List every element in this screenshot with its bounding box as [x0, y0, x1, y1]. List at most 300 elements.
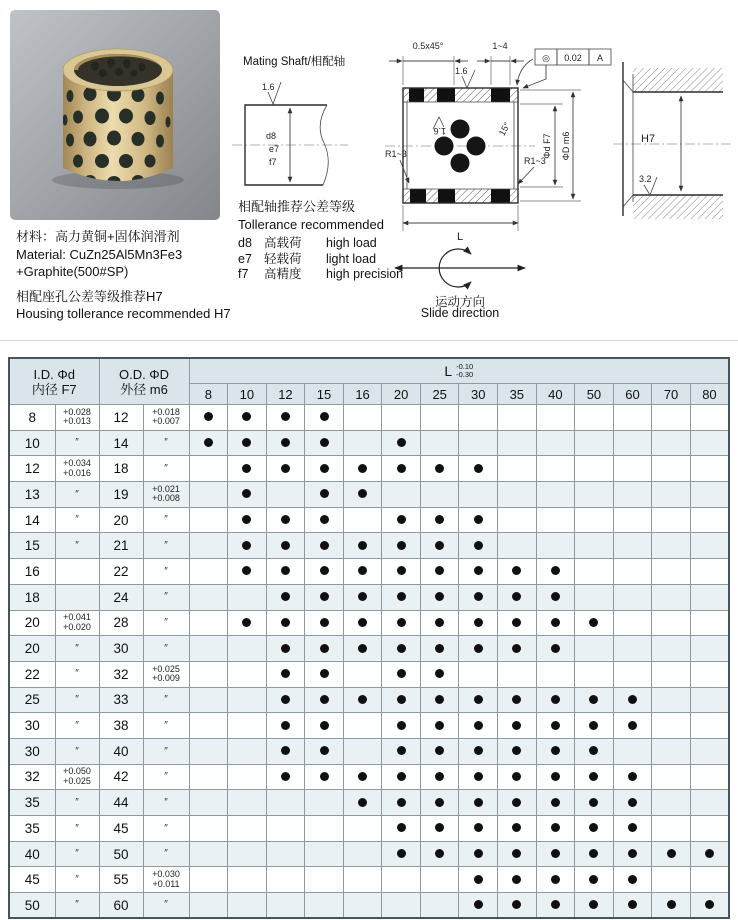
bore-finish-label: 1.6 — [433, 126, 446, 136]
availability-dot — [667, 849, 676, 858]
ditto-mark: ″ — [164, 694, 168, 706]
tolerance-line: +0.025 — [152, 663, 180, 674]
availability-dot — [474, 823, 483, 832]
availability-cell — [189, 482, 228, 508]
tolerance-line: +0.011 — [152, 878, 180, 889]
availability-cell — [536, 790, 575, 816]
availability-cell — [575, 405, 614, 431]
od-tolerance-cell — [143, 661, 189, 687]
material-block — [16, 228, 231, 323]
availability-dot — [705, 900, 714, 909]
availability-dot — [397, 669, 406, 678]
size-row — [9, 661, 729, 687]
availability-cell — [228, 482, 267, 508]
id-tolerance-cell — [55, 584, 99, 610]
availability-cell — [266, 610, 305, 636]
availability-dot — [512, 746, 521, 755]
ditto-mark: ″ — [164, 745, 168, 757]
availability-cell — [498, 533, 537, 559]
availability-cell — [305, 841, 344, 867]
id-tolerance-cell — [55, 405, 99, 431]
availability-cell — [652, 507, 691, 533]
availability-dot — [281, 695, 290, 704]
availability-cell — [266, 456, 305, 482]
availability-cell — [382, 841, 421, 867]
availability-cell — [305, 867, 344, 893]
housing-tolerance-en: Housing tollerance recommended H7 — [16, 306, 231, 321]
availability-cell — [652, 661, 691, 687]
availability-cell — [228, 507, 267, 533]
availability-dot — [281, 669, 290, 678]
availability-dot — [628, 823, 637, 832]
availability-dot — [358, 772, 367, 781]
availability-dot — [397, 644, 406, 653]
availability-cell — [652, 713, 691, 739]
size-table-body — [9, 405, 729, 919]
id-tolerance-cell — [55, 790, 99, 816]
availability-cell — [305, 764, 344, 790]
availability-cell — [536, 816, 575, 842]
availability-cell — [189, 559, 228, 585]
availability-cell — [613, 893, 652, 919]
ditto-mark: ″ — [164, 642, 168, 654]
availability-cell — [305, 687, 344, 713]
ditto-mark: ″ — [164, 437, 168, 449]
availability-cell — [613, 661, 652, 687]
mating-shaft-title: Mating Shaft/相配轴 — [243, 56, 346, 68]
ditto-mark: ″ — [164, 617, 168, 629]
size-row — [9, 687, 729, 713]
availability-dot — [512, 823, 521, 832]
availability-dot — [435, 592, 444, 601]
id-tolerance-cell — [55, 533, 99, 559]
availability-cell — [420, 738, 459, 764]
od-tolerance-cell — [143, 687, 189, 713]
id-cell: 15 — [9, 533, 55, 559]
availability-cell — [613, 559, 652, 585]
id-cell: 35 — [9, 816, 55, 842]
tolerance-line: +0.016 — [63, 467, 91, 478]
housing-drawing — [613, 56, 736, 226]
length-header-cell: 10 — [228, 384, 267, 405]
availability-cell — [690, 867, 729, 893]
od-tolerance-cell — [143, 816, 189, 842]
availability-cell — [459, 738, 498, 764]
availability-cell — [305, 482, 344, 508]
availability-cell — [690, 713, 729, 739]
id-cell: 14 — [9, 507, 55, 533]
availability-dot — [512, 566, 521, 575]
availability-dot — [435, 515, 444, 524]
availability-dot — [320, 592, 329, 601]
availability-cell — [613, 507, 652, 533]
od-cell: 22 — [99, 559, 143, 585]
availability-cell — [613, 687, 652, 713]
availability-dot — [435, 823, 444, 832]
availability-cell — [690, 482, 729, 508]
availability-cell — [690, 816, 729, 842]
availability-cell — [536, 482, 575, 508]
availability-cell — [690, 636, 729, 662]
availability-dot — [551, 644, 560, 653]
od-tolerance-cell — [143, 764, 189, 790]
availability-cell — [382, 636, 421, 662]
availability-dot — [397, 515, 406, 524]
availability-dot — [628, 721, 637, 730]
grade-cn: 轻载荷 — [264, 251, 302, 266]
availability-cell — [420, 816, 459, 842]
availability-dot — [512, 695, 521, 704]
availability-cell — [382, 482, 421, 508]
od-cell: 40 — [99, 738, 143, 764]
availability-cell — [420, 456, 459, 482]
availability-cell — [189, 507, 228, 533]
tolerance-line: +0.018 — [152, 406, 180, 417]
availability-cell — [266, 405, 305, 431]
availability-cell — [343, 687, 382, 713]
ditto-mark: ″ — [164, 540, 168, 552]
size-row — [9, 430, 729, 456]
length-header-cell: 80 — [690, 384, 729, 405]
availability-dot — [358, 566, 367, 575]
plug-sections — [409, 88, 513, 203]
fcf-concentricity-icon: ◎ — [542, 53, 550, 63]
tolerance-line: +0.030 — [152, 869, 180, 880]
shaft-grade-d8: d8 — [266, 131, 277, 141]
availability-cell — [690, 507, 729, 533]
tolerance-line: +0.028 — [63, 406, 91, 417]
grade-row — [238, 267, 403, 283]
availability-dot — [628, 695, 637, 704]
ditto-mark: ″ — [75, 642, 79, 654]
availability-cell — [228, 841, 267, 867]
availability-cell — [575, 893, 614, 919]
ditto-mark: ″ — [164, 565, 168, 577]
availability-cell — [536, 841, 575, 867]
availability-cell — [305, 610, 344, 636]
ditto-mark: ″ — [75, 437, 79, 449]
id-cell: 10 — [9, 430, 55, 456]
id-tolerance-cell — [55, 507, 99, 533]
od-cell: 32 — [99, 661, 143, 687]
fcf-value: 0.02 — [564, 53, 582, 63]
availability-cell — [305, 507, 344, 533]
od-cell: 55 — [99, 867, 143, 893]
availability-cell — [459, 405, 498, 431]
availability-dot — [551, 721, 560, 730]
availability-dot — [474, 592, 483, 601]
availability-dot — [397, 721, 406, 730]
availability-cell — [343, 764, 382, 790]
availability-cell — [613, 430, 652, 456]
availability-dot — [628, 900, 637, 909]
availability-dot — [589, 798, 598, 807]
availability-cell — [189, 456, 228, 482]
id-cell: 35 — [9, 790, 55, 816]
availability-cell — [382, 507, 421, 533]
availability-dot — [320, 669, 329, 678]
availability-cell — [459, 867, 498, 893]
grade-list — [238, 236, 403, 283]
availability-cell — [420, 636, 459, 662]
availability-cell — [382, 816, 421, 842]
id-header-line1: I.D. Φd — [33, 366, 75, 382]
plug-width-label: 1~4 — [492, 41, 508, 51]
id-cell: 13 — [9, 482, 55, 508]
availability-cell — [420, 790, 459, 816]
availability-cell — [266, 713, 305, 739]
availability-cell — [228, 790, 267, 816]
shaft-tolerance-cn: 相配轴推荐公差等级 — [238, 199, 356, 214]
availability-cell — [343, 533, 382, 559]
availability-dot — [474, 900, 483, 909]
ditto-mark: ″ — [75, 873, 79, 885]
availability-cell — [189, 405, 228, 431]
od-cell: 14 — [99, 430, 143, 456]
ditto-mark: ″ — [75, 694, 79, 706]
availability-cell — [343, 482, 382, 508]
od-cell: 50 — [99, 841, 143, 867]
availability-dot — [358, 644, 367, 653]
availability-dot — [551, 823, 560, 832]
length-header-cell: 16 — [343, 384, 382, 405]
outer-dia-label: ΦD m6 — [561, 131, 571, 161]
radius-left-label: R1~3 — [385, 149, 407, 159]
section-divider — [0, 340, 738, 341]
availability-cell — [266, 430, 305, 456]
availability-dot — [435, 464, 444, 473]
availability-cell — [575, 867, 614, 893]
tolerance-line: +0.007 — [152, 416, 180, 427]
bushing-photo-illustration — [10, 10, 220, 220]
availability-dot — [397, 464, 406, 473]
od-column-header — [99, 358, 189, 405]
id-tolerance-cell — [55, 893, 99, 919]
availability-cell — [228, 430, 267, 456]
availability-cell — [575, 559, 614, 585]
availability-cell — [305, 816, 344, 842]
availability-cell — [343, 610, 382, 636]
availability-dot — [242, 515, 251, 524]
availability-cell — [575, 584, 614, 610]
availability-cell — [613, 790, 652, 816]
availability-dot — [320, 772, 329, 781]
availability-cell — [498, 790, 537, 816]
availability-cell — [536, 533, 575, 559]
availability-cell — [266, 636, 305, 662]
availability-cell — [498, 482, 537, 508]
availability-dot — [589, 721, 598, 730]
housing-fit-label: H7 — [641, 133, 656, 145]
availability-cell — [652, 867, 691, 893]
outer-finish-label: 1.6 — [455, 66, 468, 76]
availability-cell — [459, 764, 498, 790]
id-cell: 32 — [9, 764, 55, 790]
availability-cell — [575, 430, 614, 456]
id-tolerance-cell — [55, 687, 99, 713]
availability-cell — [382, 533, 421, 559]
availability-cell — [536, 636, 575, 662]
availability-cell — [189, 636, 228, 662]
availability-cell — [459, 430, 498, 456]
od-tolerance-cell — [143, 867, 189, 893]
shaft-grade-e7: e7 — [269, 144, 280, 154]
availability-cell — [266, 507, 305, 533]
availability-dot — [397, 823, 406, 832]
availability-cell — [613, 610, 652, 636]
availability-dot — [474, 772, 483, 781]
availability-cell — [536, 764, 575, 790]
availability-dot — [397, 695, 406, 704]
grade-code: f7 — [238, 267, 249, 281]
availability-dot — [281, 618, 290, 627]
od-tolerance-cell — [143, 584, 189, 610]
ditto-mark: ″ — [164, 462, 168, 474]
housing-finish-label: 3.2 — [639, 174, 652, 184]
availability-dot — [397, 438, 406, 447]
size-row — [9, 559, 729, 585]
tolerance-line: +0.050 — [63, 766, 91, 777]
length-column-header — [189, 358, 729, 384]
availability-dot — [628, 875, 637, 884]
availability-cell — [652, 610, 691, 636]
availability-cell — [189, 867, 228, 893]
availability-cell — [690, 738, 729, 764]
availability-cell — [189, 687, 228, 713]
availability-cell — [305, 636, 344, 662]
availability-cell — [266, 867, 305, 893]
availability-dot — [628, 798, 637, 807]
ditto-mark: ″ — [164, 796, 168, 808]
housing-top-hatch — [633, 68, 723, 92]
availability-dot — [474, 644, 483, 653]
availability-cell — [420, 533, 459, 559]
length-header-cell: 12 — [266, 384, 305, 405]
availability-cell — [420, 482, 459, 508]
availability-cell — [575, 764, 614, 790]
id-cell: 16 — [9, 559, 55, 585]
grade-cn: 高载荷 — [264, 236, 302, 250]
availability-dot — [242, 464, 251, 473]
availability-cell — [536, 738, 575, 764]
availability-dot — [512, 644, 521, 653]
availability-cell — [575, 661, 614, 687]
tolerance-line: +0.025 — [63, 775, 91, 786]
fcf-datum: A — [596, 53, 604, 63]
availability-dot — [474, 746, 483, 755]
availability-dot — [281, 721, 290, 730]
availability-cell — [690, 687, 729, 713]
availability-cell — [228, 738, 267, 764]
availability-dot — [281, 438, 290, 447]
length-header-cell: 60 — [613, 384, 652, 405]
availability-cell — [228, 584, 267, 610]
tolerance-line: +0.034 — [63, 458, 91, 469]
availability-cell — [228, 713, 267, 739]
availability-dot — [474, 695, 483, 704]
availability-cell — [420, 687, 459, 713]
availability-cell — [613, 482, 652, 508]
availability-dot — [551, 875, 560, 884]
availability-dot — [628, 772, 637, 781]
availability-cell — [189, 533, 228, 559]
id-cell: 40 — [9, 841, 55, 867]
availability-dot — [435, 669, 444, 678]
material-en: Material: CuZn25Al5Mn3Fe3 — [16, 246, 183, 262]
od-tolerance-cell — [143, 636, 189, 662]
id-cell: 25 — [9, 687, 55, 713]
availability-dot — [705, 849, 714, 858]
availability-dot — [435, 849, 444, 858]
availability-dot — [435, 772, 444, 781]
availability-dot — [512, 900, 521, 909]
availability-dot — [358, 464, 367, 473]
availability-cell — [382, 456, 421, 482]
availability-cell — [228, 533, 267, 559]
availability-dot — [320, 618, 329, 627]
size-row — [9, 456, 729, 482]
availability-cell — [343, 661, 382, 687]
ditto-mark: ″ — [75, 822, 79, 834]
availability-cell — [382, 559, 421, 585]
availability-cell — [382, 764, 421, 790]
availability-cell — [575, 533, 614, 559]
availability-cell — [266, 584, 305, 610]
product-photo — [10, 10, 220, 220]
availability-cell — [536, 713, 575, 739]
grade-en: light load — [326, 251, 377, 266]
availability-cell — [459, 610, 498, 636]
availability-cell — [613, 533, 652, 559]
availability-cell — [189, 893, 228, 919]
availability-dot — [474, 515, 483, 524]
availability-cell — [575, 636, 614, 662]
id-cell: 18 — [9, 584, 55, 610]
availability-dot — [589, 772, 598, 781]
availability-dot — [320, 515, 329, 524]
length-header-cell: 35 — [498, 384, 537, 405]
availability-cell — [382, 584, 421, 610]
availability-dot — [320, 644, 329, 653]
id-tolerance-cell — [55, 430, 99, 456]
size-row — [9, 713, 729, 739]
od-cell: 18 — [99, 456, 143, 482]
od-cell: 44 — [99, 790, 143, 816]
availability-dot — [397, 541, 406, 550]
availability-cell — [266, 893, 305, 919]
size-row — [9, 482, 729, 508]
od-cell: 30 — [99, 636, 143, 662]
availability-cell — [420, 893, 459, 919]
grade-cn: 高精度 — [264, 267, 302, 281]
shaft-grade-f7: f7 — [269, 157, 277, 167]
availability-cell — [690, 405, 729, 431]
availability-cell — [343, 507, 382, 533]
id-cell: 30 — [9, 713, 55, 739]
id-cell: 20 — [9, 610, 55, 636]
availability-dot — [551, 618, 560, 627]
availability-dot — [512, 618, 521, 627]
od-cell: 42 — [99, 764, 143, 790]
availability-dot — [474, 798, 483, 807]
tolerance-line: +0.021 — [152, 483, 180, 494]
id-tolerance-cell — [55, 816, 99, 842]
ditto-mark: ″ — [164, 514, 168, 526]
availability-cell — [575, 738, 614, 764]
id-tolerance-cell — [55, 713, 99, 739]
availability-cell — [228, 610, 267, 636]
size-row — [9, 405, 729, 431]
